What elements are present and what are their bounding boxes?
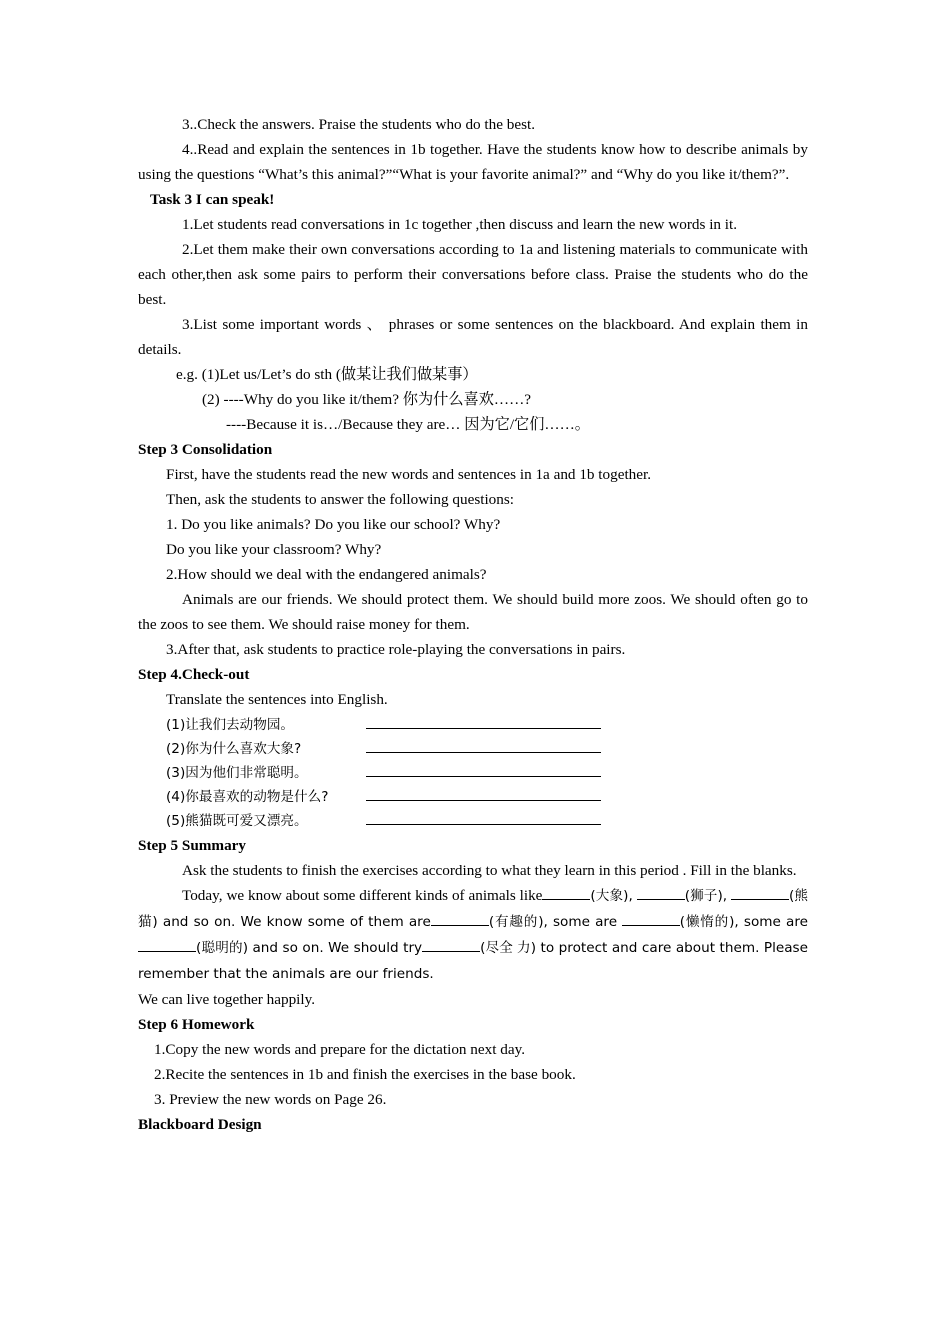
summary-text-2: 力) to protect and care about them. Please remember that the animals are our friends. <box>138 940 808 982</box>
answer-blank-line[interactable] <box>366 763 601 777</box>
heading-step-4: Step 4.Check-out <box>138 666 250 683</box>
cloze-blank[interactable] <box>622 913 680 926</box>
heading-step-6: Step 6 Homework <box>138 1016 255 1033</box>
heading-step-3: Step 3 Consolidation <box>138 441 273 458</box>
translate-item-label: (4)你最喜欢的动物是什么? <box>166 789 329 805</box>
translate-item-row <box>166 761 808 785</box>
cloze-blank[interactable] <box>138 939 196 952</box>
answer-blank-line[interactable] <box>366 739 601 753</box>
translate-item-label: (3)因为他们非常聪明。 <box>166 765 308 781</box>
paragraph-step3-first: First, have the students read the new words and sentences in 1a and 1b together. <box>166 466 652 483</box>
summary-hint-5: (懒惰的), some are <box>679 914 808 930</box>
example-line-3: ----Because it is…/Because they are… 因为它/它们……。 <box>226 416 590 433</box>
translate-item-row <box>166 713 808 737</box>
cloze-blank[interactable] <box>542 887 590 900</box>
translate-item-row <box>166 737 808 761</box>
translate-item-label: (2)你为什么喜欢大象? <box>166 741 302 757</box>
translate-exercise-list <box>138 713 808 833</box>
summary-hint-4: (有趣的), some are <box>488 914 618 930</box>
paragraph-task3-item-1: 1.Let students read conversations in 1c together ,then discuss and learn the new words in it. <box>182 216 738 233</box>
paragraph-step5-instruction: Ask the students to finish the exercises according to what they learn in this period . Fill in the blanks. <box>182 862 797 879</box>
paragraph-step3-question-1: 1. Do you like animals? Do you like our school? Why? <box>166 516 501 533</box>
answer-blank-line[interactable] <box>366 787 601 801</box>
translate-item-label: (1)让我们去动物园。 <box>166 717 295 733</box>
paragraph-step3-question-3: 3.After that, ask students to practice role-playing the conversations in pairs. <box>166 641 626 658</box>
paragraph-homework-item-3: 3. Preview the new words on Page 26. <box>154 1091 387 1108</box>
document-body <box>138 112 808 1137</box>
summary-text-1: Today, we know about some different kinds of animals like <box>182 887 543 904</box>
example-line-2: (2) ----Why do you like it/them? 你为什么喜欢……? <box>202 391 531 408</box>
paragraph-homework-item-2: 2.Recite the sentences in 1b and finish the exercises in the base book. <box>154 1066 576 1083</box>
paragraph-step3-question-1b: Do you like your classroom? Why? <box>166 541 382 558</box>
summary-hint-1: (大象), <box>590 888 633 904</box>
summary-hint-3: (熊猫) and so on. We know some of them are <box>138 888 808 930</box>
paragraph-task3-item-3: 3.List some important words 、 phrases or some sentences on the blackboard. And explain them in details. <box>138 316 808 358</box>
summary-hint-2: (狮子), <box>684 888 728 904</box>
translate-item-label: (5)熊猫既可爱又漂亮。 <box>166 813 308 829</box>
cloze-blank[interactable] <box>731 887 789 900</box>
paragraph-read-explain: 4..Read and explain the sentences in 1b together. Have the students know how to describe animals by using the questions “What’s this animal?”“What is your favorite animal?” and “Why do you like it/them?”. <box>138 141 808 183</box>
heading-step-5: Step 5 Summary <box>138 837 247 854</box>
answer-blank-line[interactable] <box>366 811 601 825</box>
paragraph-homework-item-1: 1.Copy the new words and prepare for the dictation next day. <box>154 1041 525 1058</box>
cloze-blank[interactable] <box>431 913 489 926</box>
heading-task-3: Task 3 I can speak! <box>150 191 275 208</box>
summary-hint-7: (尽全 <box>480 940 514 956</box>
example-line-1: e.g. (1)Let us/Let’s do sth (做某让我们做某事） <box>176 366 478 383</box>
paragraph-task3-item-2: 2.Let them make their own conversations according to 1a and listening materials to communicate with each other,then ask some pairs to perform their conversations before class. Praise the students who do the best. <box>138 241 808 308</box>
paragraph-check-answers: 3..Check the answers. Praise the students who do the best. <box>182 116 536 133</box>
summary-cloze-paragraph <box>138 883 808 987</box>
summary-hint-6: (聪明的) and so on. We should try <box>196 940 423 956</box>
cloze-blank[interactable] <box>637 887 685 900</box>
translate-item-row <box>166 785 808 809</box>
cloze-blank[interactable] <box>422 939 480 952</box>
summary-text-3: We can live together happily. <box>138 991 316 1008</box>
translate-item-row <box>166 809 808 833</box>
heading-blackboard-design: Blackboard Design <box>138 1116 262 1133</box>
paragraph-step3-question-2: 2.How should we deal with the endangered animals? <box>166 566 487 583</box>
paragraph-step3-answer: Animals are our friends. We should protect them. We should build more zoos. We should often go to the zoos to see them. We should raise money for them. <box>138 591 808 633</box>
answer-blank-line[interactable] <box>366 715 601 729</box>
paragraph-step3-then: Then, ask the students to answer the following questions: <box>166 491 514 508</box>
paragraph-step4-instruction: Translate the sentences into English. <box>166 691 388 708</box>
